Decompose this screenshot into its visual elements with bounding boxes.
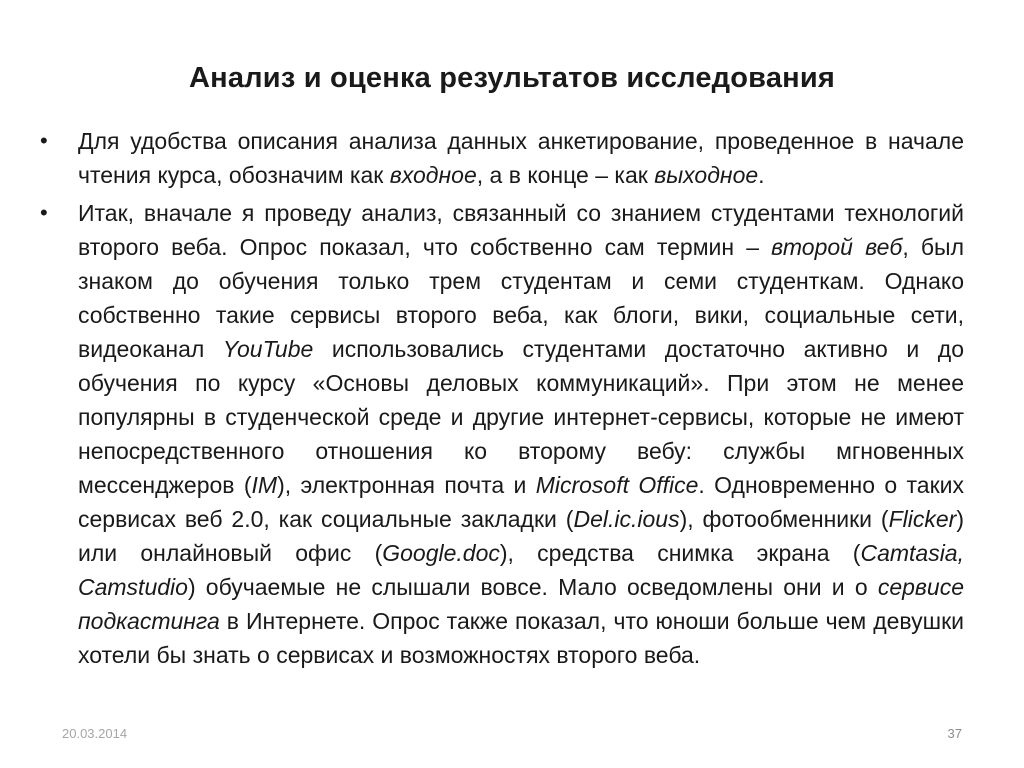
text-segment: ) обучаемые не слышали вовсе. Мало осведомлены они и о xyxy=(187,574,878,600)
bullet-list xyxy=(34,124,964,676)
text-segment: ), фотообменники ( xyxy=(679,506,889,532)
italic-term: Del.ic.ious xyxy=(573,506,680,532)
bullet-item xyxy=(34,124,964,192)
slide-title: Анализ и оценка результатов исследования xyxy=(188,62,836,94)
text-segment: . Одновременно о таких сервисах веб 2.0, как социальные закладки ( xyxy=(78,472,965,532)
text-segment: , был знаком до обучения только трем студентам и семи студенткам. Однако собственно такие сервисы второго веба, как блоги, вики, социальные сети, видеоканал xyxy=(78,234,964,362)
text-segment: ), электронная почта и xyxy=(277,472,536,498)
text-segment: Итак, вначале я проведу анализ, связанный со знанием студентами технологий второго веба. Опрос показал, что собственно сам термин – xyxy=(78,200,964,260)
bullet-text xyxy=(78,128,964,188)
italic-term: входное xyxy=(389,162,477,188)
italic-term: Flicker xyxy=(888,506,957,532)
bullet-item xyxy=(34,196,964,672)
bullet-marker: • xyxy=(40,128,48,153)
italic-term: Google.doc xyxy=(382,540,500,566)
italic-term: IM xyxy=(251,472,278,498)
italic-term: YouTube xyxy=(222,336,314,362)
italic-term: Microsoft Office xyxy=(535,472,699,498)
bullet-marker: • xyxy=(40,200,48,225)
footer-date: 20.03.2014 xyxy=(62,726,128,741)
italic-term: выходное xyxy=(654,162,759,188)
italic-term: второй веб xyxy=(771,234,903,260)
page-number: 37 xyxy=(947,726,962,741)
text-segment: ) или онлайновый офис ( xyxy=(78,506,964,566)
text-segment: . xyxy=(758,162,765,188)
text-segment: , а в конце – как xyxy=(476,162,655,188)
italic-term: сервисе подкастинга xyxy=(78,574,964,634)
bullet-text xyxy=(78,200,964,668)
italic-term: Camtasia, Camstudio xyxy=(78,540,964,600)
text-segment: Для удобства описания анализа данных анкетирование, проведенное в начале чтения курса, обозначим как xyxy=(78,128,964,188)
text-segment: в Интернете. Опрос также показал, что юноши больше чем девушки хотели бы знать о сервисах и возможностях второго веба. xyxy=(78,608,964,668)
text-segment: ), средства снимка экрана ( xyxy=(499,540,861,566)
text-segment: использовались студентами достаточно активно и до обучения по курсу «Основы деловых коммуникаций». При этом не менее популярны в студенческой среде и другие интернет-сервисы, которые не имеют непосредственного отношения ко второму вебу: службы мгновенных мессенджеров ( xyxy=(78,336,965,498)
